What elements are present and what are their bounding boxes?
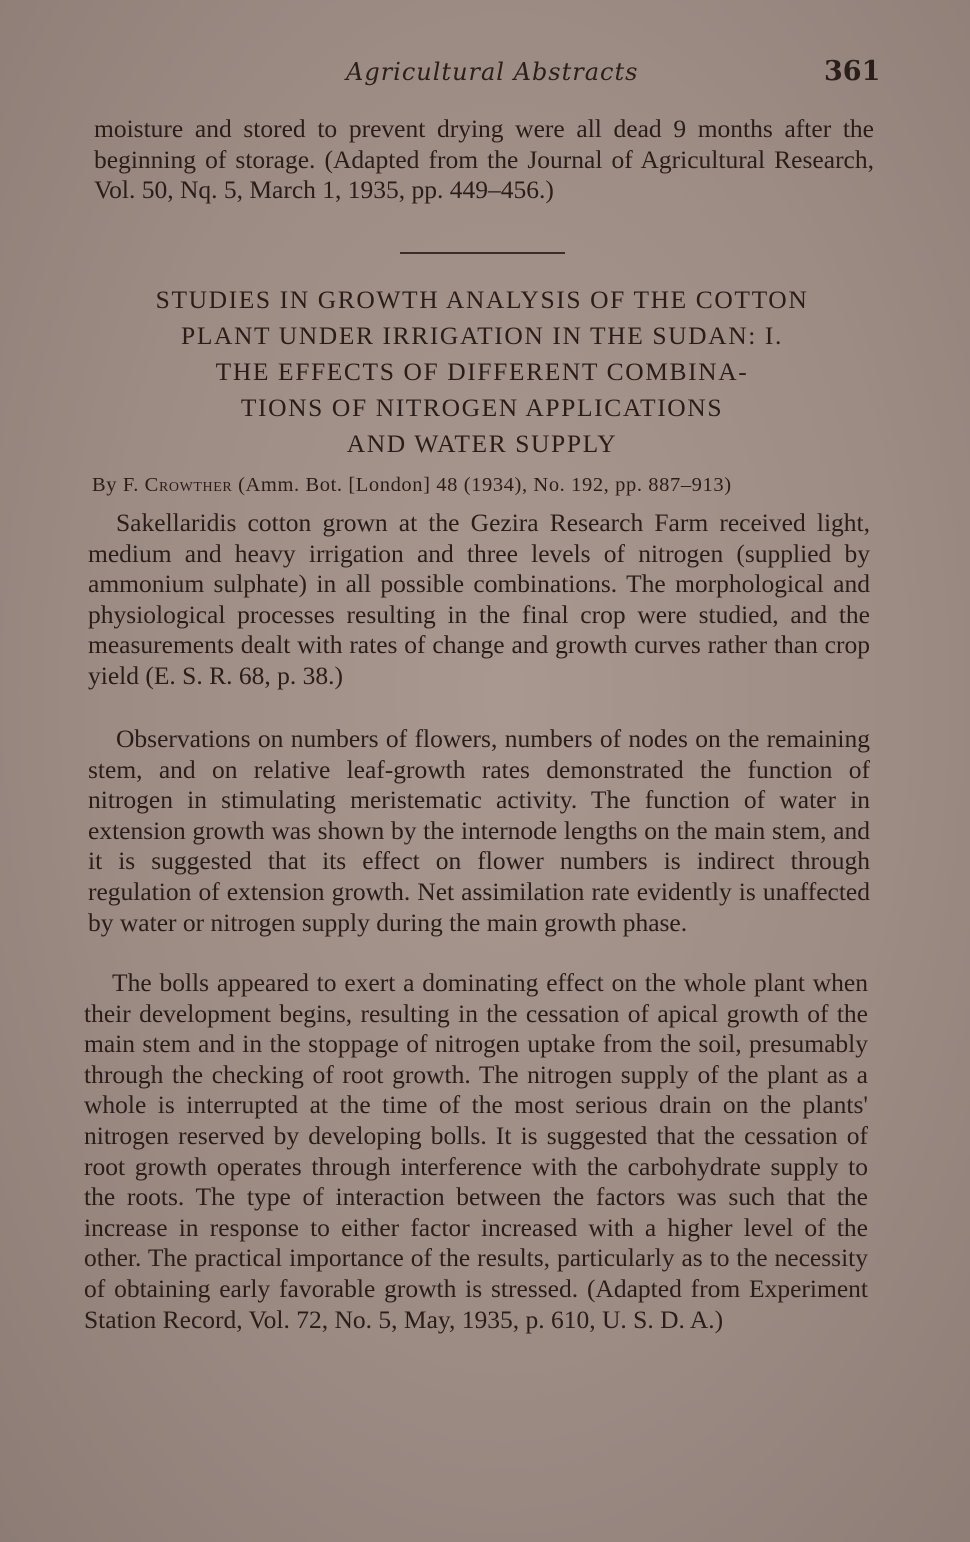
abstract-paragraph: Sakellaridis cotton grown at the Gezira Research Farm received light, medium and heavy irrigation and three levels of nitrogen (supplied by ammonium sulphate) in all possible combinations. The morphological and physiological processes resulting in the final crop were studied, and the measurements dealt with rates of change and growth curves rather than crop yield (E. S. R. 68, p. 38.) [88, 508, 870, 690]
byline [92, 474, 872, 497]
running-title: Agricultural Abstracts [346, 58, 639, 86]
section-divider [400, 252, 565, 254]
carryover-paragraph: moisture and stored to prevent drying were all dead 9 months after the beginning of storage. (Adapted from the Journal of Agricultural Research, Vol. 50, Nq. 5, March 1, 1935, pp. 449–456.) [94, 114, 874, 205]
citation: (Amm. Bot. [London] 48 (1934), No. 192, pp. 887–913) [238, 474, 732, 496]
title-line: PLANT UNDER IRRIGATION IN THE SUDAN: I. [181, 321, 783, 350]
abstract-paragraph: Observations on numbers of flowers, numbers of nodes on the remaining stem, and on relative leaf-growth rates demonstrated the function of nitrogen in stimulating meristematic activity. The function of water in extension growth was shown by the internode lengths on the main stem, and it is suggested that its effect on flower numbers is indirect through regulation of extension growth. Net assimilation rate evidently is unaffected by water or nitrogen supply during the main growth phase. [88, 724, 870, 937]
author-name: Crowther [144, 474, 233, 496]
abstract-paragraph: The bolls appeared to exert a dominating effect on the whole plant when their development begins, resulting in the cessation of apical growth of the main stem and in the stoppage of nitrogen uptake from the soil, presumably through the checking of root growth. The nitrogen supply of the plant as a whole is interrupted at the time of the most serious drain on the plants' nitrogen reserved by developing bolls. It is suggested that the cessation of root growth operates through interference with the carbohydrate supply to the roots. The type of interaction between the factors was such that the increase in response to either factor increased with a higher level of the other. The practical importance of the results, particularly as to the necessity of obtaining early favorable growth is stressed. (Adapted from Experiment Station Record, Vol. 72, No. 5, May, 1935, p. 610, U. S. D. A.) [84, 968, 868, 1334]
title-line: THE EFFECTS OF DIFFERENT COMBINA- [215, 357, 749, 386]
title-line: STUDIES IN GROWTH ANALYSIS OF THE COTTON [155, 285, 809, 314]
title-line: AND WATER SUPPLY [346, 429, 618, 458]
running-head [0, 56, 970, 92]
title-line: TIONS OF NITROGEN APPLICATIONS [240, 393, 724, 422]
article-title [84, 282, 880, 462]
byline-prefix: By F. [92, 474, 139, 496]
page-number: 361 [824, 56, 881, 87]
